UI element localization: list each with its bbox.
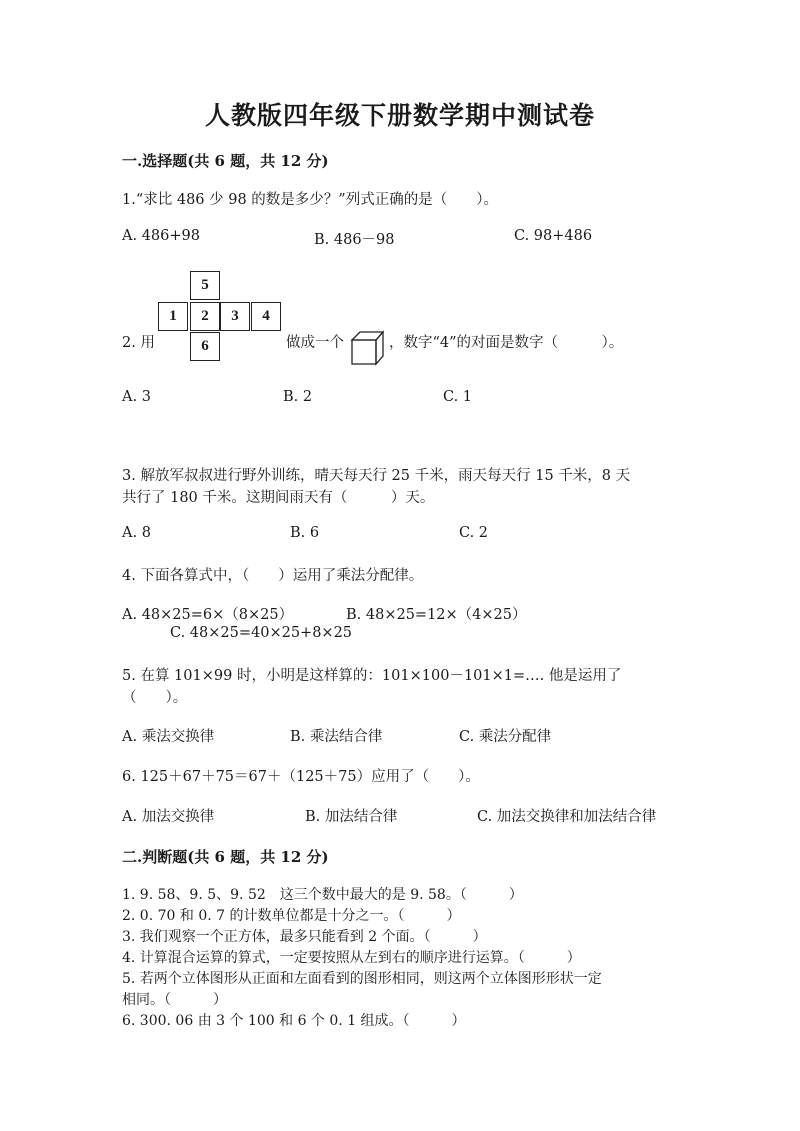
question-2-middle: 做成一个 [286,335,344,351]
question-2-prefix: 2. 用 [122,335,155,351]
q2-option-c: C. 1 [443,389,473,405]
judgement-item-6: 6. 300. 06 由 3 个 100 和 6 个 0. 1 组成。（ ） [122,1013,466,1029]
q5-option-b: B. 乘法结合律 [290,729,383,745]
judgement-item-4: 4. 计算混合运算的算式，一定要按照从左到右的顺序进行运算。（ ） [122,950,581,966]
net-cell-1: 1 [158,302,188,331]
question-6: 6. 125＋67＋75＝67＋（125＋75）应用了（ ）。 [122,769,480,785]
q6-option-a: A. 加法交换律 [122,809,215,825]
question-5-line2: （ ）。 [122,690,188,706]
section-heading-judgement: 二.判断题(共 6 题，共 12 分) [122,848,329,866]
q6-option-b: B. 加法结合律 [305,809,398,825]
net-cell-3: 3 [220,302,250,331]
judgement-item-5-line1: 5. 若两个立体图形从正面和左面看到的图形相同，则这两个立体图形形状一定 [122,971,602,987]
net-cell-top: 5 [190,271,220,300]
cube-icon [350,330,384,366]
net-cell-bottom: 6 [190,332,220,361]
question-3-line2: 共行了 180 千米。这期间雨天有（ ）天。 [122,490,435,506]
net-cell-4: 4 [251,302,281,331]
q6-option-c: C. 加法交换律和加法结合律 [477,809,657,825]
question-1: 1.“求比 486 少 98 的数是多少？”列式正确的是（ ）。 [122,192,498,208]
q4-option-a: A. 48×25=6×（8×25） [122,607,294,623]
question-2-suffix: ，数字“4”的对面是数字（ ）。 [389,335,624,351]
q5-option-c: C. 乘法分配律 [459,729,552,745]
q1-option-a: A. 486+98 [122,228,200,244]
q2-option-b: B. 2 [283,389,313,405]
q1-option-b: B. 486－98 [314,232,395,248]
q3-option-c: C. 2 [459,525,489,541]
question-4: 4. 下面各算式中，（ ）运用了乘法分配律。 [122,568,424,584]
net-cell-2: 2 [190,302,220,331]
judgement-item-2: 2. 0. 70 和 0. 7 的计数单位都是十分之一。（ ） [122,908,461,924]
q3-option-b: B. 6 [290,525,320,541]
cube-net-figure [158,271,282,363]
q1-option-c: C. 98+486 [514,228,593,244]
question-3-line1: 3. 解放军叔叔进行野外训练，晴天每天行 25 千米，雨天每天行 15 千米，8 天 [122,468,631,484]
judgement-item-1: 1. 9. 58、9. 5、9. 52 这三个数中最大的是 9. 58。（ ） [122,887,523,903]
question-5-line1: 5. 在算 101×99 时，小明是这样算的：101×100－101×1=…. 他是运用了 [122,668,622,684]
judgement-item-3: 3. 我们观察一个正方体，最多只能看到 2 个面。（ ） [122,929,487,945]
q2-option-a: A. 3 [122,389,151,405]
q4-option-c: C. 48×25=40×25+8×25 [170,625,353,641]
page-title: 人教版四年级下册数学期中测试卷 [204,101,595,130]
section-heading-choice: 一.选择题(共 6 题，共 12 分) [122,152,329,170]
judgement-item-5-line2: 相同。（ ） [122,992,227,1008]
q3-option-a: A. 8 [122,525,151,541]
q5-option-a: A. 乘法交换律 [122,729,215,745]
q4-option-b: B. 48×25=12×（4×25） [346,607,527,623]
